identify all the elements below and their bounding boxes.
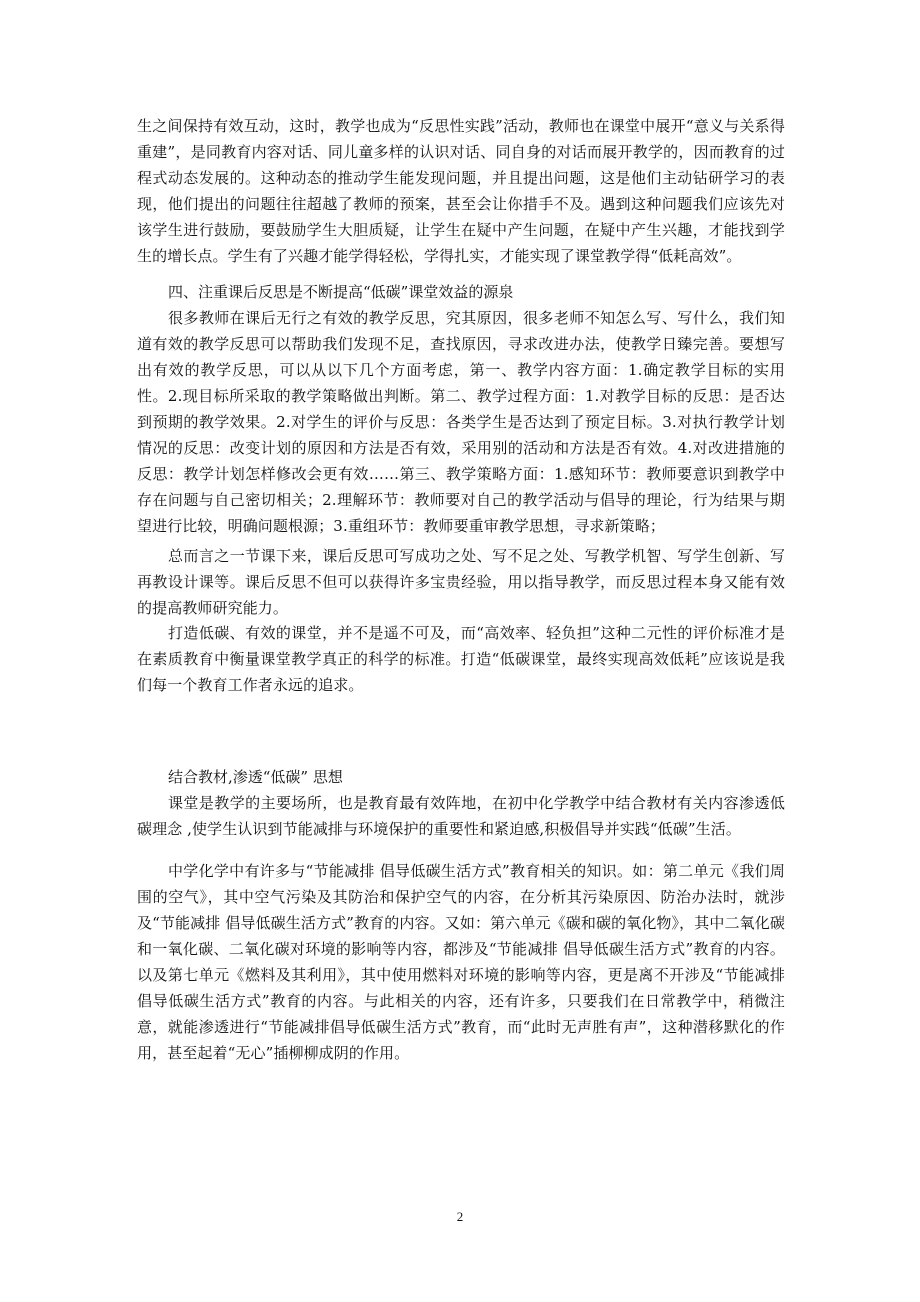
paragraph-3: 总而言之一节课下来，课后反思可写成功之处、写不足之处、写教学机智、写学生创新、写再教设计课等。课后反思不但可以获得许多宝贵经验，用以指导教学，而反思过程本身又能有效的提高教师研究能力。 [137, 547, 785, 617]
section-heading-4: 四、注重课后反思是不断提高“低碳”课堂效益的源泉 [168, 283, 514, 301]
paragraph-2: 很多教师在课后无行之有效的教学反思，究其原因，很多老师不知怎么写、写什么，我们知道有效的教学反思可以帮助我们发现不足，查找原因，寻求改进办法，使教学日臻完善。要想写出有效的教学反思，可以从以下几个方面考虑，第一、教学内容方面：1.确定教学目标的实用性。2.现目标所采取的教学策略做出判断。第二、教学过程方面：1.对教学目标的反思：是否达到预期的教学效果。2.对学生的评价与反思：各类学生是否达到了预定目标。3.对执行教学计划情况的反思：改变计划的原因和方法是否有效，采用别的活动和方法是否有效。4.对改进措施的反思：教学计划怎样修改会更有效……第三、教学策略方面：1.感知环节：教师要意识到教学中存在问题与自己密切相关；2.理解环节：教师要对自己的教学活动与倡导的理论，行为结果与期望进行比较，明确问题根源；3.重组环节：教师要重审教学思想，寻求新策略； [137, 309, 785, 535]
section-heading-low-carbon: 结合教材,渗透“低碳” 思想 [168, 768, 343, 786]
paragraph-6: 中学化学中有许多与“节能减排 倡导低碳生活方式”教育相关的知识。如：第二单元《我们周围的空气》，其中空气污染及其防治和保护空气的内容，在分析其污染原因、防治办法时，就涉及“节能减排 倡导低碳生活方式”教育的内容。又如：第六单元《碳和碳的氧化物》，其中二氧化碳和一氧化碳、二氧化碳对环境的影响等内容，都涉及“节能减排 倡导低碳生活方式”教育的内容。以及第七单元《燃料及其利用》，其中使用燃料对环境的影响等内容，更是离不开涉及“节能减排 倡导低碳生活方式”教育的内容。与此相关的内容，还有许多，只要我们在日常教学中，稍微注意，就能渗透进行“节能减排倡导低碳生活方式”教育，而“此时无声胜有声”，这种潜移默化的作用，甚至起着“无心”插柳柳成阴的作用。 [137, 862, 785, 1062]
page-number: 2 [456, 1209, 464, 1224]
paragraph-4: 打造低碳、有效的课堂，并不是遥不可及，而“高效率、轻负担”这种二元性的评价标准才是在素质教育中衡量课堂教学真正的科学的标准。打造“低碳课堂，最终实现高效低耗”应该说是我们每一个教育工作者永远的追求。 [137, 624, 785, 694]
paragraph-5: 课堂是教学的主要场所，也是教育最有效阵地，在初中化学教学中结合教材有关内容渗透低碳理念 ,使学生认识到节能减排与环境保护的重要性和紧迫感,积极倡导并实践“低碳”生活。 [137, 794, 785, 838]
paragraph-1: 生之间保持有效互动，这时，教学也成为“反思性实践”活动，教师也在课堂中展开“意义与关系得重建”，是同教育内容对话、同儿童多样的认识对话、同自身的对话而展开教学的，因而教育的过程式动态发展的。这种动态的推动学生能发现问题，并且提出问题，这是他们主动钻研学习的表现，他们提出的问题往往超越了教师的预案，甚至会让你措手不及。遇到这种问题我们应该先对该学生进行鼓励，要鼓励学生大胆质疑，让学生在疑中产生问题，在疑中产生兴趣，才能找到学生的增长点。学生有了兴趣才能学得轻松，学得扎实，才能实现了课堂教学得“低耗高效”。 [137, 117, 785, 265]
